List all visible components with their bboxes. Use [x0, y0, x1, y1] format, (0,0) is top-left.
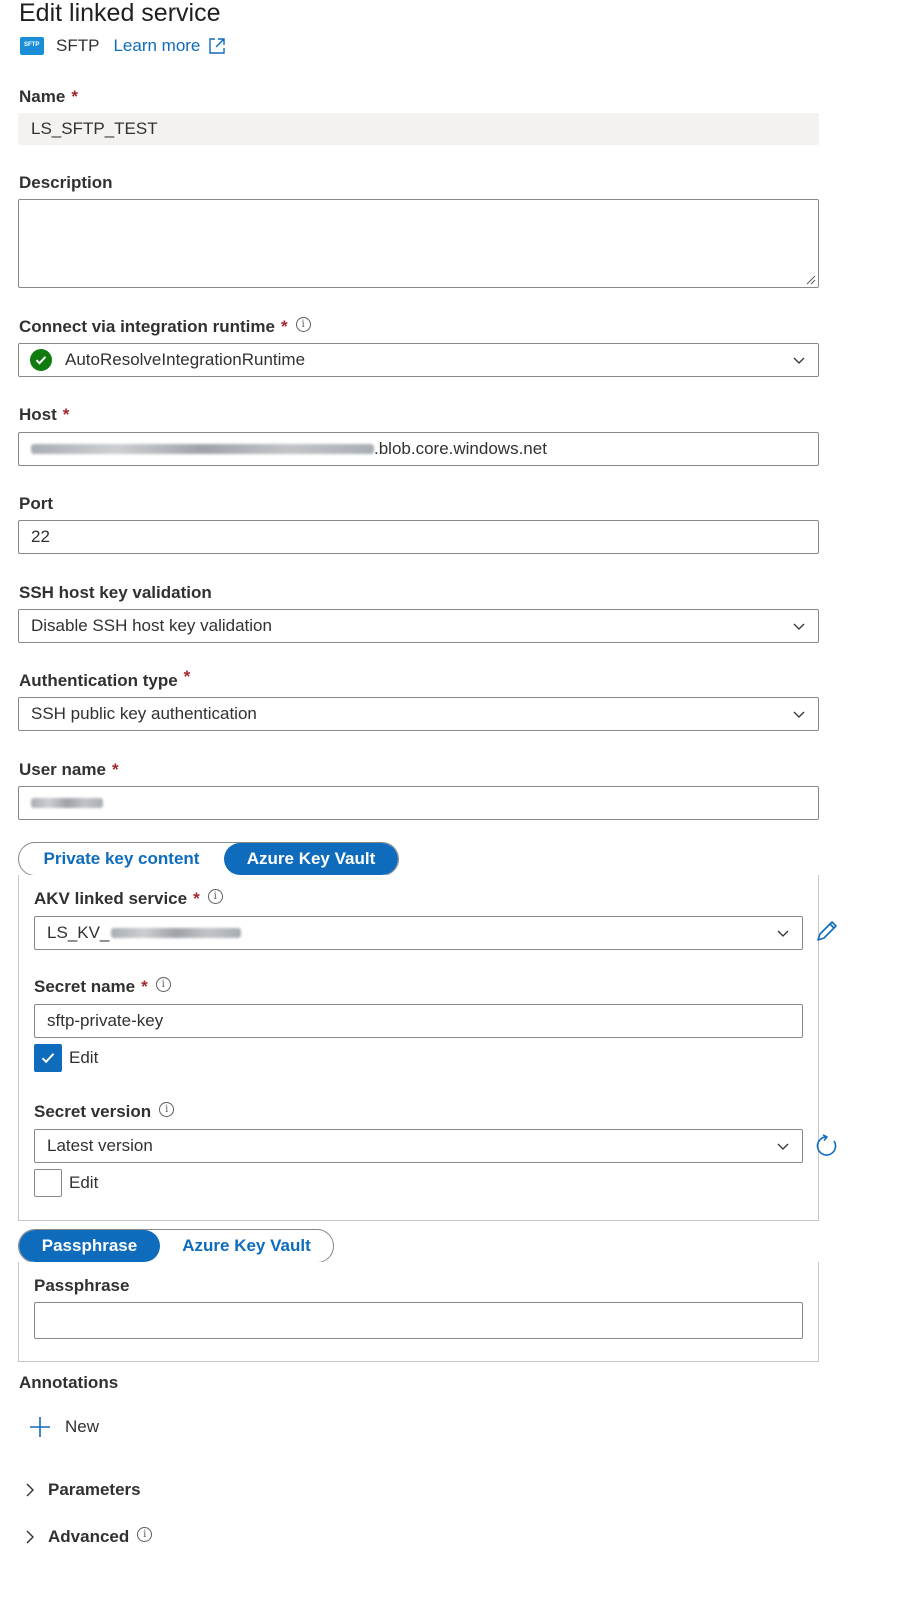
toggle-passphrase[interactable]: Passphrase: [19, 1230, 160, 1262]
chevron-down-icon: [792, 353, 806, 367]
connector-name: SFTP: [56, 36, 100, 55]
chevron-down-icon: [776, 1139, 790, 1153]
learn-more-label: Learn more: [113, 36, 201, 55]
port-label-text: Port: [19, 494, 53, 513]
required-marker: *: [141, 977, 148, 996]
check-circle-icon: [30, 349, 52, 371]
chevron-right-icon: [22, 1482, 38, 1498]
parameters-expander[interactable]: [22, 1478, 141, 1502]
info-icon[interactable]: i: [156, 977, 171, 992]
info-icon[interactable]: i: [159, 1102, 174, 1117]
secret-version-edit-checkbox[interactable]: [34, 1168, 98, 1198]
secret-version-label: [34, 1101, 174, 1123]
annotations-label: [19, 1372, 118, 1394]
advanced-expander[interactable]: [22, 1525, 152, 1549]
redacted-host-prefix: [31, 444, 374, 454]
toggle-private-key-content[interactable]: Private key content: [43, 849, 200, 868]
user-name-label: [19, 759, 119, 781]
name-value: LS_SFTP_TEST: [31, 119, 158, 138]
ssh-validation-select[interactable]: [18, 609, 819, 643]
secret-version-edit-label: Edit: [69, 1173, 99, 1192]
runtime-select[interactable]: [18, 343, 819, 377]
advanced-label: Advanced: [48, 1527, 130, 1546]
secret-version-select[interactable]: [34, 1129, 803, 1163]
plus-icon: [28, 1415, 52, 1439]
host-input[interactable]: [18, 432, 819, 466]
port-value: 22: [31, 527, 50, 546]
passphrase-label-text: Passphrase: [34, 1276, 130, 1295]
chevron-right-icon: [22, 1529, 38, 1545]
new-annotation-button[interactable]: [28, 1414, 99, 1440]
name-field: [18, 113, 819, 145]
auth-type-select[interactable]: [18, 697, 819, 731]
edit-pencil-icon[interactable]: [814, 918, 840, 944]
host-value-suffix: .blob.core.windows.net: [374, 439, 547, 458]
refresh-icon[interactable]: [814, 1133, 840, 1159]
required-marker: *: [183, 667, 191, 686]
ssh-validation-label-text: SSH host key validation: [19, 583, 212, 602]
annotations-label-text: Annotations: [19, 1373, 119, 1392]
port-input[interactable]: [18, 520, 819, 554]
sftp-logo-icon: [20, 37, 44, 55]
secret-name-input[interactable]: [34, 1004, 803, 1038]
required-marker: *: [111, 760, 119, 779]
secret-name-edit-checkbox[interactable]: [34, 1043, 98, 1073]
new-annotation-label: New: [65, 1417, 100, 1436]
required-marker: *: [280, 317, 288, 336]
info-icon[interactable]: i: [137, 1527, 152, 1542]
ssh-validation-value: Disable SSH host key validation: [31, 616, 272, 635]
host-label-text: Host: [19, 405, 57, 424]
secret-name-label-text: Secret name: [34, 977, 136, 996]
secret-version-value: Latest version: [47, 1136, 153, 1155]
required-marker: *: [62, 405, 70, 424]
auth-type-label: [19, 667, 191, 692]
checkbox-checked-icon: [34, 1044, 62, 1072]
checkbox-unchecked-icon: [34, 1169, 62, 1197]
runtime-label: [19, 316, 311, 338]
info-icon[interactable]: i: [208, 889, 223, 904]
name-label: [19, 86, 78, 108]
name-label-text: Name: [19, 87, 66, 106]
akv-linked-service-value: LS_KV_: [47, 923, 110, 942]
required-marker: *: [71, 87, 78, 106]
connector-header: [20, 34, 226, 58]
port-label: [19, 493, 53, 515]
passphrase-label: [34, 1275, 129, 1297]
resize-grip-icon[interactable]: [804, 273, 816, 285]
description-label-text: Description: [19, 173, 113, 192]
auth-type-label-text: Authentication type: [19, 671, 178, 690]
redacted-akv-name: [111, 928, 241, 938]
ssh-validation-label: [19, 582, 212, 604]
secret-name-label: [34, 976, 171, 998]
auth-type-value: SSH public key authentication: [31, 704, 257, 723]
description-label: [19, 172, 113, 194]
runtime-label-text: Connect via integration runtime: [19, 317, 275, 336]
redacted-user-name: [31, 798, 103, 808]
secret-version-label-text: Secret version: [34, 1102, 152, 1121]
chevron-down-icon: [776, 926, 790, 940]
user-name-label-text: User name: [19, 760, 106, 779]
chevron-down-icon: [792, 619, 806, 633]
page-title: Edit linked service: [19, 0, 221, 27]
user-name-input[interactable]: [18, 786, 819, 820]
akv-linked-service-label-text: AKV linked service: [34, 889, 188, 908]
toggle-azure-key-vault[interactable]: Azure Key Vault: [224, 843, 398, 875]
secret-name-edit-label: Edit: [69, 1048, 99, 1067]
passphrase-input[interactable]: [34, 1302, 803, 1339]
secret-name-value: sftp-private-key: [47, 1011, 164, 1030]
runtime-value: AutoResolveIntegrationRuntime: [65, 350, 306, 369]
info-icon[interactable]: i: [296, 317, 311, 332]
parameters-label: Parameters: [48, 1480, 141, 1499]
toggle-passphrase-azure-key-vault[interactable]: Azure Key Vault: [182, 1236, 311, 1255]
required-marker: *: [193, 889, 200, 908]
description-textarea[interactable]: [18, 199, 819, 288]
host-label: [19, 404, 69, 426]
learn-more-link[interactable]: [113, 36, 226, 56]
akv-linked-service-select[interactable]: [34, 916, 803, 950]
passphrase-source-toggle: [18, 1229, 334, 1263]
private-key-source-toggle: [18, 842, 399, 876]
akv-linked-service-label: [34, 888, 223, 910]
external-link-icon: [208, 37, 226, 55]
chevron-down-icon: [792, 707, 806, 721]
